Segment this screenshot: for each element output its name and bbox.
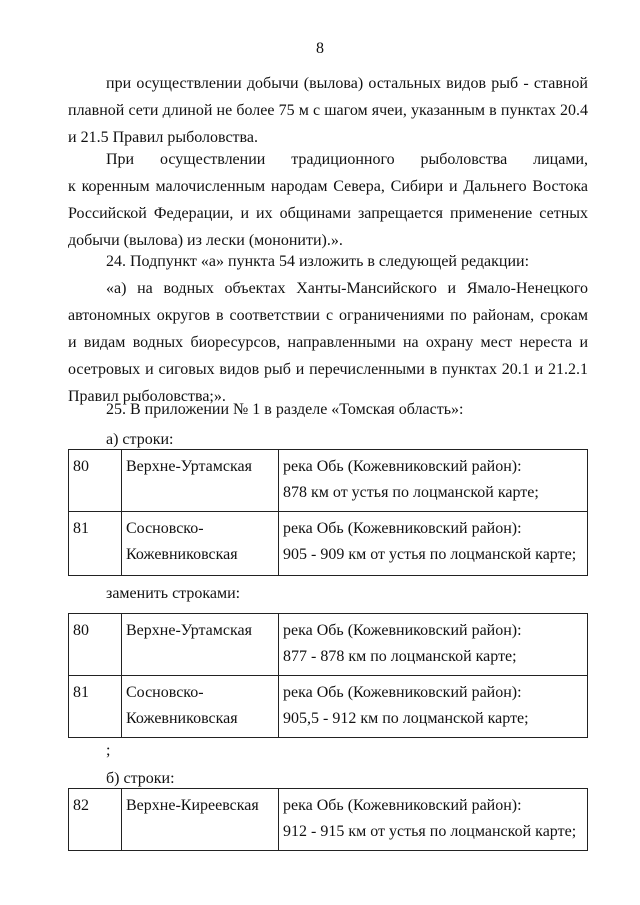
area-name: Сосновско- Кожевниковская xyxy=(122,512,279,576)
text-line: Правил рыболовства;». xyxy=(68,388,226,405)
table-row xyxy=(69,512,588,576)
page-number: 8 xyxy=(316,40,324,57)
row-number: 81 xyxy=(69,512,122,576)
paragraph-traditional-fishing xyxy=(68,146,588,254)
area-description: река Обь (Кожевниковский район): 912 - 915 км от устья по лоцманской карте; xyxy=(279,789,588,851)
text-line: при осуществлении добычи (вылова) остальных видов рыб - ставной xyxy=(106,75,588,92)
item-25 xyxy=(68,396,588,453)
table-row xyxy=(69,676,588,738)
table-row xyxy=(69,450,588,512)
row-number: 82 xyxy=(69,789,122,851)
text-line: Российской Федерации, и их общинами запрещается применение сетных xyxy=(68,205,588,222)
area-description: река Обь (Кожевниковский район): 905 - 909 км от устья по лоцманской карте; xyxy=(279,512,588,576)
text-line: автономных округов в соответствии с ограничениями по районам, срокам xyxy=(68,307,588,324)
item-25-heading: 25. В приложении № 1 в разделе «Томская область»: xyxy=(106,401,464,418)
text-line: и 21.5 Правил рыболовства. xyxy=(68,129,258,146)
table-b-old-rows xyxy=(68,788,588,851)
item-24-heading: 24. Подпункт «а» пункта 54 изложить в следующей редакции: xyxy=(106,253,530,270)
item-24 xyxy=(68,248,588,410)
table-a-old-rows xyxy=(68,449,588,576)
sub-b-label: б) строки: xyxy=(106,770,175,787)
row-number: 81 xyxy=(69,676,122,738)
semicolon-block xyxy=(68,737,588,792)
text-line: к коренным малочисленным народам Севера, Сибири и Дальнего Востока xyxy=(68,178,588,195)
replace-label-block xyxy=(68,580,588,607)
text-line: плавной сети длиной не более 75 м с шагом ячеи, указанным в пунктах 20.4 xyxy=(68,102,588,119)
text-line: добычи (вылова) из лески (мононити).». xyxy=(68,232,343,249)
table-row xyxy=(69,614,588,676)
text-line: При осуществлении традиционного рыболовства лицами, xyxy=(106,151,588,168)
area-name: Верхне-Киреевская xyxy=(122,789,279,851)
area-description: река Обь (Кожевниковский район): 877 - 878 км по лоцманской карте; xyxy=(279,614,588,676)
paragraph-fishing-gear xyxy=(68,70,588,151)
area-name: Верхне-Уртамская xyxy=(122,614,279,676)
table-row xyxy=(69,789,588,851)
replace-with-label: заменить строками: xyxy=(106,585,241,602)
area-name: Сосновско- Кожевниковская xyxy=(122,676,279,738)
area-name: Верхне-Уртамская xyxy=(122,450,279,512)
row-number: 80 xyxy=(69,614,122,676)
area-description: река Обь (Кожевниковский район): 905,5 - 912 км по лоцманской карте; xyxy=(279,676,588,738)
table-a-new-rows xyxy=(68,613,588,738)
row-number: 80 xyxy=(69,450,122,512)
text-line: «а) на водных объектах Ханты-Мансийского и Ямало-Ненецкого xyxy=(106,280,588,297)
area-description: река Обь (Кожевниковский район): 878 км от устья по лоцманской карте; xyxy=(279,450,588,512)
semicolon: ; xyxy=(106,742,111,759)
text-line: осетровых и сиговых видов рыб и перечисленными в пунктах 20.1 и 21.2.1 xyxy=(68,361,588,378)
sub-a-label: а) строки: xyxy=(106,431,174,448)
text-line: и видам водных биоресурсов, направленными на охрану мест нереста и xyxy=(68,334,588,351)
